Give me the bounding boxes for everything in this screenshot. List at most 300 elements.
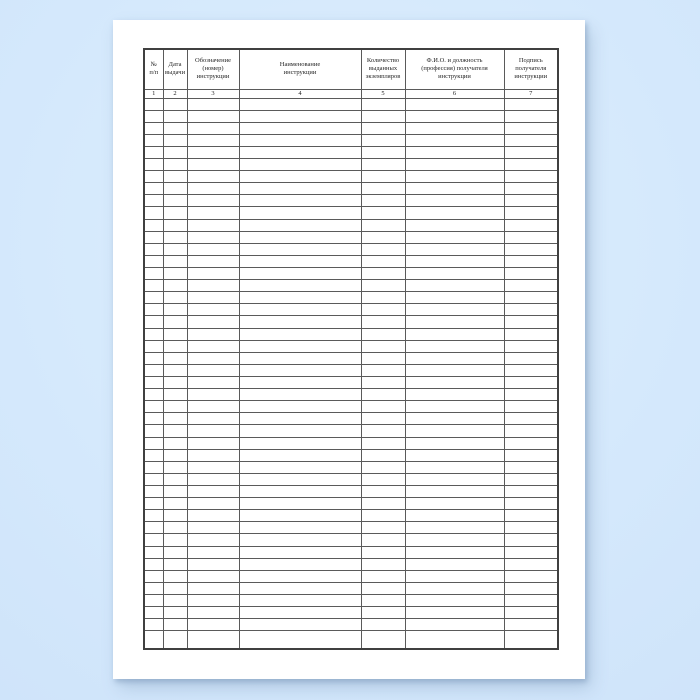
- empty-cell: [144, 195, 163, 207]
- empty-cell: [361, 413, 405, 425]
- empty-cell: [187, 243, 239, 255]
- empty-cell: [405, 389, 504, 401]
- empty-cell: [239, 122, 361, 134]
- empty-cell: [504, 631, 558, 649]
- empty-cell: [361, 522, 405, 534]
- empty-cell: [187, 316, 239, 328]
- empty-cell: [163, 243, 187, 255]
- empty-cell: [405, 570, 504, 582]
- empty-cell: [163, 159, 187, 171]
- empty-cell: [405, 619, 504, 631]
- empty-cell: [144, 171, 163, 183]
- table-row: [144, 328, 558, 340]
- empty-cell: [144, 219, 163, 231]
- empty-cell: [163, 122, 187, 134]
- empty-cell: [163, 449, 187, 461]
- table-row: [144, 268, 558, 280]
- empty-cell: [504, 98, 558, 110]
- empty-cell: [239, 280, 361, 292]
- empty-cell: [504, 268, 558, 280]
- empty-cell: [144, 582, 163, 594]
- empty-cell: [239, 522, 361, 534]
- empty-cell: [405, 546, 504, 558]
- empty-cell: [163, 292, 187, 304]
- table-row: [144, 195, 558, 207]
- empty-cell: [405, 364, 504, 376]
- empty-cell: [163, 534, 187, 546]
- empty-cell: [405, 328, 504, 340]
- empty-cell: [144, 473, 163, 485]
- empty-cell: [504, 461, 558, 473]
- empty-cell: [361, 146, 405, 158]
- empty-cell: [239, 413, 361, 425]
- empty-cell: [187, 389, 239, 401]
- empty-cell: [163, 364, 187, 376]
- column-header-4: Наименование инструкции: [239, 49, 361, 89]
- empty-cell: [187, 195, 239, 207]
- column-header-2: Дата выдачи: [163, 49, 187, 89]
- empty-cell: [361, 110, 405, 122]
- empty-cell: [144, 401, 163, 413]
- empty-cell: [163, 268, 187, 280]
- empty-cell: [163, 328, 187, 340]
- empty-cell: [239, 243, 361, 255]
- table-row: [144, 183, 558, 195]
- column-header-5: Количество выданных экземпляров: [361, 49, 405, 89]
- empty-cell: [144, 98, 163, 110]
- paper-sheet: [113, 20, 585, 679]
- table-row: [144, 98, 558, 110]
- empty-cell: [405, 316, 504, 328]
- empty-cell: [144, 110, 163, 122]
- empty-cell: [405, 486, 504, 498]
- empty-entry-rows: [144, 98, 558, 649]
- table-row: [144, 461, 558, 473]
- empty-cell: [504, 486, 558, 498]
- column-number-4: 4: [239, 89, 361, 98]
- empty-cell: [405, 461, 504, 473]
- empty-cell: [163, 437, 187, 449]
- empty-cell: [239, 425, 361, 437]
- empty-cell: [187, 364, 239, 376]
- empty-cell: [187, 486, 239, 498]
- empty-cell: [405, 594, 504, 606]
- empty-cell: [187, 146, 239, 158]
- empty-cell: [239, 461, 361, 473]
- column-header-3: Обозначение (номер) инструкции: [187, 49, 239, 89]
- empty-cell: [239, 582, 361, 594]
- empty-cell: [361, 183, 405, 195]
- empty-cell: [405, 268, 504, 280]
- empty-cell: [405, 631, 504, 649]
- empty-cell: [361, 122, 405, 134]
- empty-cell: [361, 473, 405, 485]
- empty-cell: [163, 401, 187, 413]
- empty-cell: [239, 364, 361, 376]
- table-row: [144, 570, 558, 582]
- empty-cell: [144, 510, 163, 522]
- empty-cell: [504, 146, 558, 158]
- empty-cell: [504, 207, 558, 219]
- empty-cell: [144, 413, 163, 425]
- empty-cell: [405, 98, 504, 110]
- empty-cell: [405, 340, 504, 352]
- table-row: [144, 146, 558, 158]
- column-number-1: 1: [144, 89, 163, 98]
- empty-cell: [144, 619, 163, 631]
- empty-cell: [144, 292, 163, 304]
- empty-cell: [361, 195, 405, 207]
- empty-cell: [405, 195, 504, 207]
- empty-cell: [187, 255, 239, 267]
- empty-cell: [187, 110, 239, 122]
- empty-cell: [361, 510, 405, 522]
- empty-cell: [144, 377, 163, 389]
- empty-cell: [504, 558, 558, 570]
- empty-cell: [163, 219, 187, 231]
- empty-cell: [361, 449, 405, 461]
- empty-cell: [504, 352, 558, 364]
- table-row: [144, 594, 558, 606]
- empty-cell: [504, 255, 558, 267]
- empty-cell: [163, 134, 187, 146]
- empty-cell: [144, 594, 163, 606]
- empty-cell: [405, 171, 504, 183]
- empty-cell: [187, 607, 239, 619]
- empty-cell: [144, 207, 163, 219]
- empty-cell: [405, 582, 504, 594]
- empty-cell: [187, 292, 239, 304]
- empty-cell: [163, 570, 187, 582]
- table-row: [144, 364, 558, 376]
- empty-cell: [239, 219, 361, 231]
- empty-cell: [163, 594, 187, 606]
- empty-cell: [405, 401, 504, 413]
- empty-cell: [187, 619, 239, 631]
- table-row: [144, 219, 558, 231]
- table-row: [144, 473, 558, 485]
- empty-cell: [163, 255, 187, 267]
- empty-cell: [405, 231, 504, 243]
- empty-cell: [361, 389, 405, 401]
- empty-cell: [239, 352, 361, 364]
- column-header-6: Ф.И.О. и должность (профессия) получателя инструкции: [405, 49, 504, 89]
- column-number-5: 5: [361, 89, 405, 98]
- table-row: [144, 134, 558, 146]
- empty-cell: [504, 473, 558, 485]
- empty-cell: [144, 631, 163, 649]
- empty-cell: [239, 594, 361, 606]
- empty-cell: [187, 377, 239, 389]
- empty-cell: [144, 134, 163, 146]
- empty-cell: [361, 243, 405, 255]
- empty-cell: [405, 473, 504, 485]
- empty-cell: [163, 352, 187, 364]
- empty-cell: [361, 437, 405, 449]
- empty-cell: [361, 619, 405, 631]
- empty-cell: [361, 425, 405, 437]
- table-row: [144, 546, 558, 558]
- empty-cell: [187, 352, 239, 364]
- empty-cell: [361, 486, 405, 498]
- empty-cell: [361, 340, 405, 352]
- empty-cell: [239, 449, 361, 461]
- empty-cell: [405, 159, 504, 171]
- table-row: [144, 486, 558, 498]
- empty-cell: [361, 316, 405, 328]
- empty-cell: [163, 461, 187, 473]
- table-row: [144, 631, 558, 649]
- empty-cell: [163, 546, 187, 558]
- empty-cell: [504, 110, 558, 122]
- empty-cell: [504, 582, 558, 594]
- table-row: [144, 280, 558, 292]
- empty-cell: [361, 631, 405, 649]
- empty-cell: [144, 183, 163, 195]
- column-header-7: Подпись получателя инструкции: [504, 49, 558, 89]
- empty-cell: [187, 570, 239, 582]
- empty-cell: [239, 231, 361, 243]
- empty-cell: [144, 425, 163, 437]
- empty-cell: [504, 510, 558, 522]
- empty-cell: [239, 255, 361, 267]
- empty-cell: [144, 498, 163, 510]
- empty-cell: [239, 110, 361, 122]
- empty-cell: [239, 389, 361, 401]
- empty-cell: [163, 486, 187, 498]
- empty-cell: [144, 437, 163, 449]
- table-row: [144, 207, 558, 219]
- table-row: [144, 340, 558, 352]
- empty-cell: [163, 522, 187, 534]
- empty-cell: [187, 425, 239, 437]
- empty-cell: [361, 304, 405, 316]
- empty-cell: [361, 207, 405, 219]
- empty-cell: [361, 364, 405, 376]
- empty-cell: [504, 377, 558, 389]
- table-row: [144, 243, 558, 255]
- empty-cell: [361, 594, 405, 606]
- empty-cell: [163, 582, 187, 594]
- empty-cell: [187, 558, 239, 570]
- empty-cell: [504, 546, 558, 558]
- empty-cell: [163, 98, 187, 110]
- empty-cell: [144, 558, 163, 570]
- empty-cell: [405, 377, 504, 389]
- empty-cell: [239, 401, 361, 413]
- empty-cell: [504, 231, 558, 243]
- table-row: [144, 352, 558, 364]
- empty-cell: [239, 328, 361, 340]
- empty-cell: [144, 546, 163, 558]
- empty-cell: [187, 280, 239, 292]
- empty-cell: [504, 304, 558, 316]
- empty-cell: [239, 498, 361, 510]
- empty-cell: [361, 498, 405, 510]
- empty-cell: [144, 570, 163, 582]
- empty-cell: [361, 328, 405, 340]
- empty-cell: [239, 171, 361, 183]
- empty-cell: [361, 582, 405, 594]
- empty-cell: [504, 498, 558, 510]
- empty-cell: [361, 461, 405, 473]
- table-row: [144, 401, 558, 413]
- empty-cell: [504, 413, 558, 425]
- empty-cell: [163, 558, 187, 570]
- empty-cell: [361, 268, 405, 280]
- empty-cell: [361, 219, 405, 231]
- empty-cell: [239, 292, 361, 304]
- empty-cell: [405, 558, 504, 570]
- empty-cell: [239, 98, 361, 110]
- empty-cell: [239, 195, 361, 207]
- empty-cell: [405, 607, 504, 619]
- instruction-issue-journal-table: [143, 48, 559, 650]
- table-row: [144, 389, 558, 401]
- empty-cell: [163, 183, 187, 195]
- empty-cell: [361, 546, 405, 558]
- empty-cell: [187, 159, 239, 171]
- empty-cell: [504, 570, 558, 582]
- table-row: [144, 607, 558, 619]
- empty-cell: [504, 437, 558, 449]
- empty-cell: [187, 219, 239, 231]
- empty-cell: [144, 243, 163, 255]
- empty-cell: [144, 352, 163, 364]
- empty-cell: [405, 510, 504, 522]
- empty-cell: [361, 352, 405, 364]
- empty-cell: [187, 268, 239, 280]
- table-row: [144, 110, 558, 122]
- table-row: [144, 534, 558, 546]
- empty-cell: [504, 389, 558, 401]
- table-row: [144, 231, 558, 243]
- empty-cell: [239, 558, 361, 570]
- column-number-7: 7: [504, 89, 558, 98]
- table-row: [144, 304, 558, 316]
- empty-cell: [187, 473, 239, 485]
- empty-cell: [163, 207, 187, 219]
- empty-cell: [163, 389, 187, 401]
- table-row: [144, 582, 558, 594]
- empty-cell: [187, 461, 239, 473]
- empty-cell: [405, 110, 504, 122]
- empty-cell: [187, 522, 239, 534]
- empty-cell: [405, 243, 504, 255]
- empty-cell: [239, 377, 361, 389]
- empty-cell: [504, 340, 558, 352]
- empty-cell: [144, 316, 163, 328]
- empty-cell: [187, 510, 239, 522]
- table-row: [144, 413, 558, 425]
- table-row: [144, 510, 558, 522]
- empty-cell: [405, 183, 504, 195]
- empty-cell: [163, 195, 187, 207]
- empty-cell: [144, 534, 163, 546]
- empty-cell: [187, 98, 239, 110]
- empty-cell: [163, 425, 187, 437]
- empty-cell: [239, 510, 361, 522]
- empty-cell: [405, 498, 504, 510]
- table-row: [144, 377, 558, 389]
- empty-cell: [504, 619, 558, 631]
- empty-cell: [239, 159, 361, 171]
- empty-cell: [405, 134, 504, 146]
- empty-cell: [163, 280, 187, 292]
- empty-cell: [239, 183, 361, 195]
- empty-cell: [361, 98, 405, 110]
- table-row: [144, 437, 558, 449]
- table-row: [144, 171, 558, 183]
- empty-cell: [144, 255, 163, 267]
- empty-cell: [504, 171, 558, 183]
- empty-cell: [144, 159, 163, 171]
- empty-cell: [187, 594, 239, 606]
- empty-cell: [163, 498, 187, 510]
- empty-cell: [144, 146, 163, 158]
- empty-cell: [405, 437, 504, 449]
- empty-cell: [504, 607, 558, 619]
- empty-cell: [239, 207, 361, 219]
- empty-cell: [163, 473, 187, 485]
- empty-cell: [163, 340, 187, 352]
- empty-cell: [144, 340, 163, 352]
- empty-cell: [239, 619, 361, 631]
- empty-cell: [239, 534, 361, 546]
- table-row: [144, 619, 558, 631]
- empty-cell: [144, 364, 163, 376]
- empty-cell: [144, 280, 163, 292]
- empty-cell: [163, 146, 187, 158]
- empty-cell: [504, 292, 558, 304]
- empty-cell: [361, 231, 405, 243]
- empty-cell: [405, 292, 504, 304]
- empty-cell: [239, 340, 361, 352]
- empty-cell: [187, 231, 239, 243]
- empty-cell: [187, 304, 239, 316]
- empty-cell: [187, 534, 239, 546]
- empty-cell: [144, 522, 163, 534]
- empty-cell: [239, 546, 361, 558]
- empty-cell: [239, 316, 361, 328]
- empty-cell: [361, 401, 405, 413]
- empty-cell: [187, 171, 239, 183]
- empty-cell: [144, 389, 163, 401]
- empty-cell: [163, 304, 187, 316]
- empty-cell: [187, 631, 239, 649]
- column-numbering-row: [144, 89, 558, 98]
- empty-cell: [144, 231, 163, 243]
- empty-cell: [361, 607, 405, 619]
- empty-cell: [163, 619, 187, 631]
- empty-cell: [239, 486, 361, 498]
- empty-cell: [361, 377, 405, 389]
- empty-cell: [239, 304, 361, 316]
- table-row: [144, 255, 558, 267]
- empty-cell: [405, 280, 504, 292]
- empty-cell: [504, 425, 558, 437]
- empty-cell: [187, 498, 239, 510]
- empty-cell: [163, 231, 187, 243]
- empty-cell: [361, 558, 405, 570]
- empty-cell: [144, 449, 163, 461]
- empty-cell: [144, 607, 163, 619]
- empty-cell: [163, 607, 187, 619]
- empty-cell: [239, 631, 361, 649]
- table-row: [144, 159, 558, 171]
- empty-cell: [504, 522, 558, 534]
- empty-cell: [187, 401, 239, 413]
